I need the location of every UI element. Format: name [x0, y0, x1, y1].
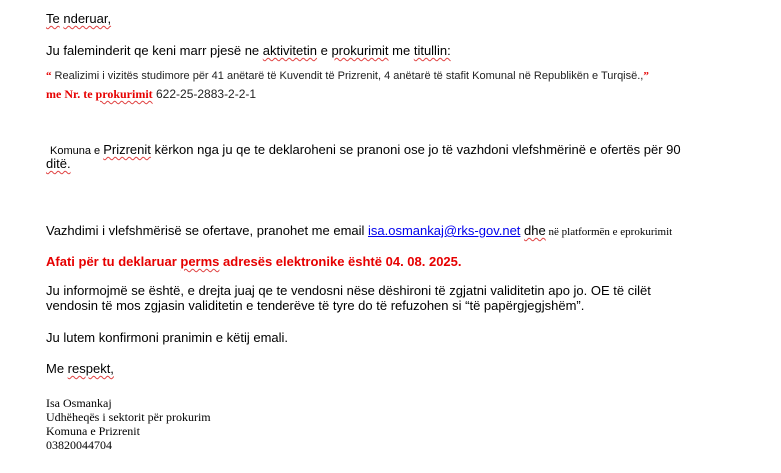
proc-label: te [80, 87, 96, 101]
thanks-word: titullin: [413, 43, 451, 58]
proc-label: prokurimit [95, 87, 153, 101]
proc-label: Nr. [64, 87, 81, 101]
regards-text: Me [46, 361, 68, 376]
deadline-line [46, 254, 462, 269]
activity-title: Realizimi i vizitës studimore për 41 anëtarë të Kuvendit të Prizrenit, 4 anëtarë të stafit Komunal në Republikën e Turqisë., [51, 70, 644, 82]
continuation-line [46, 223, 672, 238]
signature-org: Komuna e Prizrenit [46, 424, 140, 438]
procurement-number: 622-25-2883-2-2-1 [152, 87, 257, 101]
thanks-text: e [316, 43, 332, 58]
greeting-word: nderuar, [63, 11, 112, 26]
deadline-text: Afati për tu deklaruar [46, 254, 181, 269]
request-text: Komuna e [50, 145, 104, 157]
greeting-word: Te [46, 11, 60, 26]
request-line [50, 142, 681, 157]
thanks-text: Ju faleminderit qe keni marr pjesë ne [46, 43, 263, 58]
thanks-word: aktivitetin [262, 43, 317, 58]
info-line-2: vendosin të mos zgjasin validitetin e tenderëve të tyre do të refuzohen si “të papërgjegjshëm”. [46, 298, 585, 313]
request-text: ditë. [46, 156, 71, 171]
info-line-1: Ju informojmë se është, e drejta juaj qe te vendosni nëse dëshironi të zgjatni validitetin apo jo. OE të cilët [46, 283, 651, 298]
greeting [46, 11, 111, 26]
quote-mark: “ [46, 70, 52, 82]
thanks-word: prokurimit [331, 43, 389, 58]
activity-title-line [46, 70, 649, 82]
request-city: Prizrenit [103, 142, 151, 157]
deadline-text: adresës elektronike është 04. 08. 2025. [219, 254, 462, 269]
continuation-text: Vazhdimi i vlefshmërisë se ofertave, pranohet me email [46, 223, 369, 238]
regards-line [46, 361, 114, 376]
continuation-text: në platformën e eprokurimit [545, 226, 673, 238]
signature-name: Isa Osmankaj [46, 396, 112, 410]
procurement-number-line [46, 85, 256, 103]
request-text: kërkon nga ju qe te deklaroheni se pranoni ose jo të vazhdoni vlefshmërinë e ofertës për 90 [150, 142, 681, 157]
continuation-word: dhe [524, 223, 546, 238]
proc-label: me [46, 87, 65, 101]
regards-word: respekt, [67, 361, 114, 376]
thanks-line [46, 43, 451, 58]
confirm-line: Ju lutem konfirmoni pranimin e këtij emali. [46, 330, 289, 345]
signature-role: Udhëheqës i sektorit për prokurim [46, 410, 211, 424]
thanks-text: me [388, 43, 414, 58]
email-link[interactable]: isa.osmankaj@rks-gov.net [368, 223, 521, 238]
request-line-2 [46, 156, 71, 171]
quote-mark: ” [643, 70, 649, 82]
deadline-word: perms [180, 254, 220, 269]
signature-phone: 03820044704 [46, 438, 112, 452]
